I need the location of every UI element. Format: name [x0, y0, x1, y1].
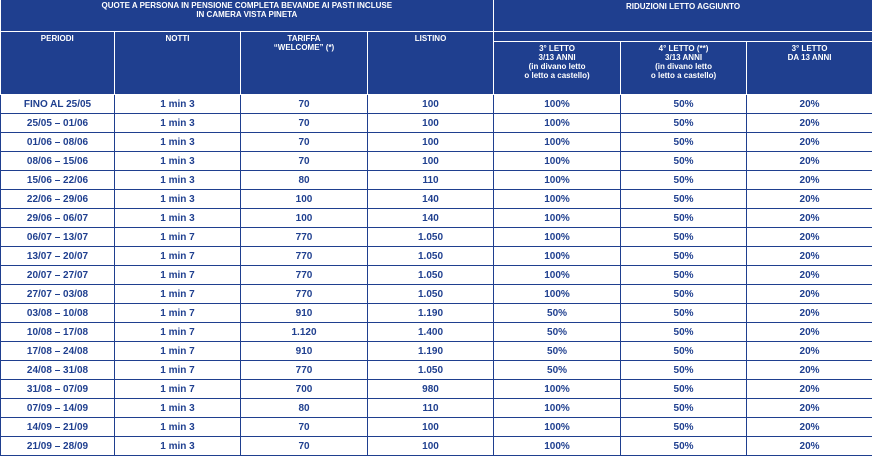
- table-row: [1, 399, 872, 418]
- cell-tariffa: 70: [241, 437, 368, 456]
- table-row: [1, 266, 872, 285]
- cell-notti: 1 min 3: [115, 133, 241, 152]
- cell-letto3-adult: 20%: [747, 133, 872, 152]
- cell-notti: 1 min 3: [115, 152, 241, 171]
- table-row: [1, 380, 872, 399]
- cell-notti: 1 min 7: [115, 361, 241, 380]
- cell-notti: 1 min 7: [115, 304, 241, 323]
- cell-listino: 1.190: [368, 304, 494, 323]
- col-letto3a-line1: 3° LETTO: [792, 44, 828, 53]
- table-row: [1, 152, 872, 171]
- cell-notti: 1 min 7: [115, 228, 241, 247]
- cell-listino: 100: [368, 95, 494, 114]
- table-row: [1, 228, 872, 247]
- table-row: [1, 114, 872, 133]
- cell-listino: 1.050: [368, 247, 494, 266]
- col-letto3-line1: 3° LETTO: [539, 44, 575, 53]
- cell-tariffa: 1.120: [241, 323, 368, 342]
- cell-notti: 1 min 3: [115, 418, 241, 437]
- cell-listino: 1.050: [368, 228, 494, 247]
- col-tariffa-line2: “WELCOME” (*): [274, 43, 334, 52]
- table-row: [1, 285, 872, 304]
- cell-letto4: 50%: [621, 152, 747, 171]
- cell-tariffa: 770: [241, 266, 368, 285]
- col-letto4-line4: o letto a castello): [651, 71, 716, 80]
- cell-letto4: 50%: [621, 114, 747, 133]
- cell-letto3-adult: 20%: [747, 399, 872, 418]
- quote-subtitle: IN CAMERA VISTA PINETA: [196, 10, 297, 19]
- cell-listino: 1.050: [368, 285, 494, 304]
- cell-letto3: 100%: [494, 266, 621, 285]
- cell-periodo: 14/09 – 21/09: [1, 418, 115, 437]
- cell-letto4: 50%: [621, 380, 747, 399]
- table-row: [1, 190, 872, 209]
- cell-notti: 1 min 7: [115, 285, 241, 304]
- col-letto4-line1: 4° LETTO (**): [659, 44, 709, 53]
- cell-listino: 1.400: [368, 323, 494, 342]
- cell-letto3: 100%: [494, 95, 621, 114]
- cell-letto4: 50%: [621, 133, 747, 152]
- cell-listino: 100: [368, 133, 494, 152]
- cell-letto3-adult: 20%: [747, 285, 872, 304]
- cell-letto4: 50%: [621, 209, 747, 228]
- table-row: [1, 361, 872, 380]
- cell-letto3-adult: 20%: [747, 95, 872, 114]
- cell-notti: 1 min 3: [115, 95, 241, 114]
- reductions-title: RIDUZIONI LETTO AGGIUNTO: [494, 0, 872, 11]
- cell-letto3-adult: 20%: [747, 304, 872, 323]
- cell-letto4: 50%: [621, 437, 747, 456]
- col-letto3: [494, 42, 621, 95]
- cell-letto3: 100%: [494, 190, 621, 209]
- cell-letto3-adult: 20%: [747, 247, 872, 266]
- col-periodi: PERIODI: [1, 32, 115, 95]
- cell-letto3: 100%: [494, 247, 621, 266]
- cell-listino: 140: [368, 190, 494, 209]
- cell-tariffa: 770: [241, 247, 368, 266]
- table-row: [1, 95, 872, 114]
- cell-letto3: 100%: [494, 228, 621, 247]
- cell-periodo: 10/08 – 17/08: [1, 323, 115, 342]
- cell-tariffa: 770: [241, 228, 368, 247]
- cell-letto4: 50%: [621, 361, 747, 380]
- table-row: [1, 437, 872, 456]
- cell-tariffa: 70: [241, 133, 368, 152]
- cell-letto4: 50%: [621, 418, 747, 437]
- cell-letto3-adult: 20%: [747, 437, 872, 456]
- cell-periodo: 29/06 – 06/07: [1, 209, 115, 228]
- cell-letto3-adult: 20%: [747, 209, 872, 228]
- cell-listino: 140: [368, 209, 494, 228]
- cell-letto3-adult: 20%: [747, 418, 872, 437]
- cell-tariffa: 770: [241, 285, 368, 304]
- cell-periodo: 08/06 – 15/06: [1, 152, 115, 171]
- cell-notti: 1 min 3: [115, 190, 241, 209]
- table-body: [1, 95, 872, 456]
- cell-listino: 1.050: [368, 361, 494, 380]
- cell-listino: 100: [368, 152, 494, 171]
- cell-tariffa: 100: [241, 209, 368, 228]
- cell-letto4: 50%: [621, 399, 747, 418]
- cell-periodo: 03/08 – 10/08: [1, 304, 115, 323]
- col-letto3-adult: [747, 42, 872, 95]
- table-row: [1, 323, 872, 342]
- cell-notti: 1 min 3: [115, 399, 241, 418]
- cell-listino: 100: [368, 114, 494, 133]
- col-letto4: [621, 42, 747, 95]
- table-row: [1, 209, 872, 228]
- cell-tariffa: 70: [241, 418, 368, 437]
- cell-tariffa: 70: [241, 95, 368, 114]
- cell-letto3: 100%: [494, 380, 621, 399]
- cell-notti: 1 min 7: [115, 247, 241, 266]
- cell-periodo: 01/06 – 08/06: [1, 133, 115, 152]
- cell-letto3: 100%: [494, 285, 621, 304]
- cell-letto4: 50%: [621, 304, 747, 323]
- reductions-header: [494, 0, 872, 32]
- cell-tariffa: 700: [241, 380, 368, 399]
- table-row: [1, 418, 872, 437]
- col-tariffa-line1: TARIFFA: [287, 34, 320, 43]
- cell-periodo: 22/06 – 29/06: [1, 190, 115, 209]
- cell-letto3: 100%: [494, 209, 621, 228]
- cell-letto3-adult: 20%: [747, 266, 872, 285]
- table-row: [1, 342, 872, 361]
- table-row: [1, 171, 872, 190]
- cell-periodo: FINO AL 25/05: [1, 95, 115, 114]
- cell-letto4: 50%: [621, 247, 747, 266]
- cell-letto4: 50%: [621, 266, 747, 285]
- cell-letto3-adult: 20%: [747, 323, 872, 342]
- cell-listino: 1.190: [368, 342, 494, 361]
- cell-letto4: 50%: [621, 95, 747, 114]
- cell-periodo: 24/08 – 31/08: [1, 361, 115, 380]
- cell-letto3: 100%: [494, 152, 621, 171]
- cell-tariffa: 70: [241, 152, 368, 171]
- cell-letto3: 50%: [494, 304, 621, 323]
- cell-letto3: 50%: [494, 361, 621, 380]
- cell-tariffa: 910: [241, 342, 368, 361]
- cell-notti: 1 min 7: [115, 342, 241, 361]
- table-row: [1, 304, 872, 323]
- cell-notti: 1 min 7: [115, 266, 241, 285]
- cell-tariffa: 70: [241, 114, 368, 133]
- cell-letto4: 50%: [621, 171, 747, 190]
- cell-listino: 100: [368, 418, 494, 437]
- col-letto3a-line2: DA 13 ANNI: [788, 53, 832, 62]
- cell-periodo: 13/07 – 20/07: [1, 247, 115, 266]
- reductions-spacer: [494, 32, 872, 42]
- cell-letto3-adult: 20%: [747, 171, 872, 190]
- cell-letto3: 100%: [494, 114, 621, 133]
- cell-letto4: 50%: [621, 228, 747, 247]
- cell-listino: 110: [368, 171, 494, 190]
- cell-periodo: 21/09 – 28/09: [1, 437, 115, 456]
- cell-tariffa: 80: [241, 171, 368, 190]
- cell-periodo: 27/07 – 03/08: [1, 285, 115, 304]
- cell-periodo: 07/09 – 14/09: [1, 399, 115, 418]
- cell-periodo: 25/05 – 01/06: [1, 114, 115, 133]
- cell-periodo: 15/06 – 22/06: [1, 171, 115, 190]
- cell-letto3: 100%: [494, 399, 621, 418]
- col-listino: LISTINO: [368, 32, 494, 95]
- col-letto3-line2: 3/13 ANNI: [539, 53, 576, 62]
- cell-periodo: 17/08 – 24/08: [1, 342, 115, 361]
- cell-letto3: 100%: [494, 133, 621, 152]
- col-notti: NOTTI: [115, 32, 241, 95]
- cell-tariffa: 910: [241, 304, 368, 323]
- cell-letto3: 50%: [494, 323, 621, 342]
- cell-letto3-adult: 20%: [747, 342, 872, 361]
- cell-letto4: 50%: [621, 323, 747, 342]
- cell-tariffa: 770: [241, 361, 368, 380]
- quote-header: [1, 0, 494, 32]
- cell-listino: 110: [368, 399, 494, 418]
- col-letto3-line3: (in divano letto: [529, 62, 586, 71]
- cell-notti: 1 min 7: [115, 323, 241, 342]
- cell-letto3: 50%: [494, 342, 621, 361]
- cell-notti: 1 min 3: [115, 114, 241, 133]
- table-row: [1, 247, 872, 266]
- cell-listino: 1.050: [368, 266, 494, 285]
- cell-letto3: 100%: [494, 437, 621, 456]
- cell-notti: 1 min 3: [115, 209, 241, 228]
- cell-letto4: 50%: [621, 190, 747, 209]
- col-tariffa: [241, 32, 368, 95]
- cell-letto4: 50%: [621, 285, 747, 304]
- cell-notti: 1 min 3: [115, 171, 241, 190]
- cell-periodo: 06/07 – 13/07: [1, 228, 115, 247]
- cell-periodo: 20/07 – 27/07: [1, 266, 115, 285]
- col-letto4-line3: (in divano letto: [655, 62, 712, 71]
- cell-listino: 100: [368, 437, 494, 456]
- cell-letto3: 100%: [494, 418, 621, 437]
- col-letto4-line2: 3/13 ANNI: [665, 53, 702, 62]
- cell-notti: 1 min 7: [115, 380, 241, 399]
- cell-letto3-adult: 20%: [747, 152, 872, 171]
- cell-tariffa: 100: [241, 190, 368, 209]
- cell-letto3: 100%: [494, 171, 621, 190]
- cell-letto3-adult: 20%: [747, 361, 872, 380]
- cell-letto3-adult: 20%: [747, 114, 872, 133]
- cell-letto3-adult: 20%: [747, 190, 872, 209]
- table-row: [1, 133, 872, 152]
- cell-letto3-adult: 20%: [747, 228, 872, 247]
- quote-title: QUOTE A PERSONA IN PENSIONE COMPLETA BEVANDE AI PASTI INCLUSE: [102, 1, 393, 10]
- table-header: [1, 0, 872, 95]
- cell-letto4: 50%: [621, 342, 747, 361]
- cell-listino: 980: [368, 380, 494, 399]
- cell-tariffa: 80: [241, 399, 368, 418]
- cell-letto3-adult: 20%: [747, 380, 872, 399]
- col-letto3-line4: o letto a castello): [524, 71, 589, 80]
- cell-notti: 1 min 3: [115, 437, 241, 456]
- cell-periodo: 31/08 – 07/09: [1, 380, 115, 399]
